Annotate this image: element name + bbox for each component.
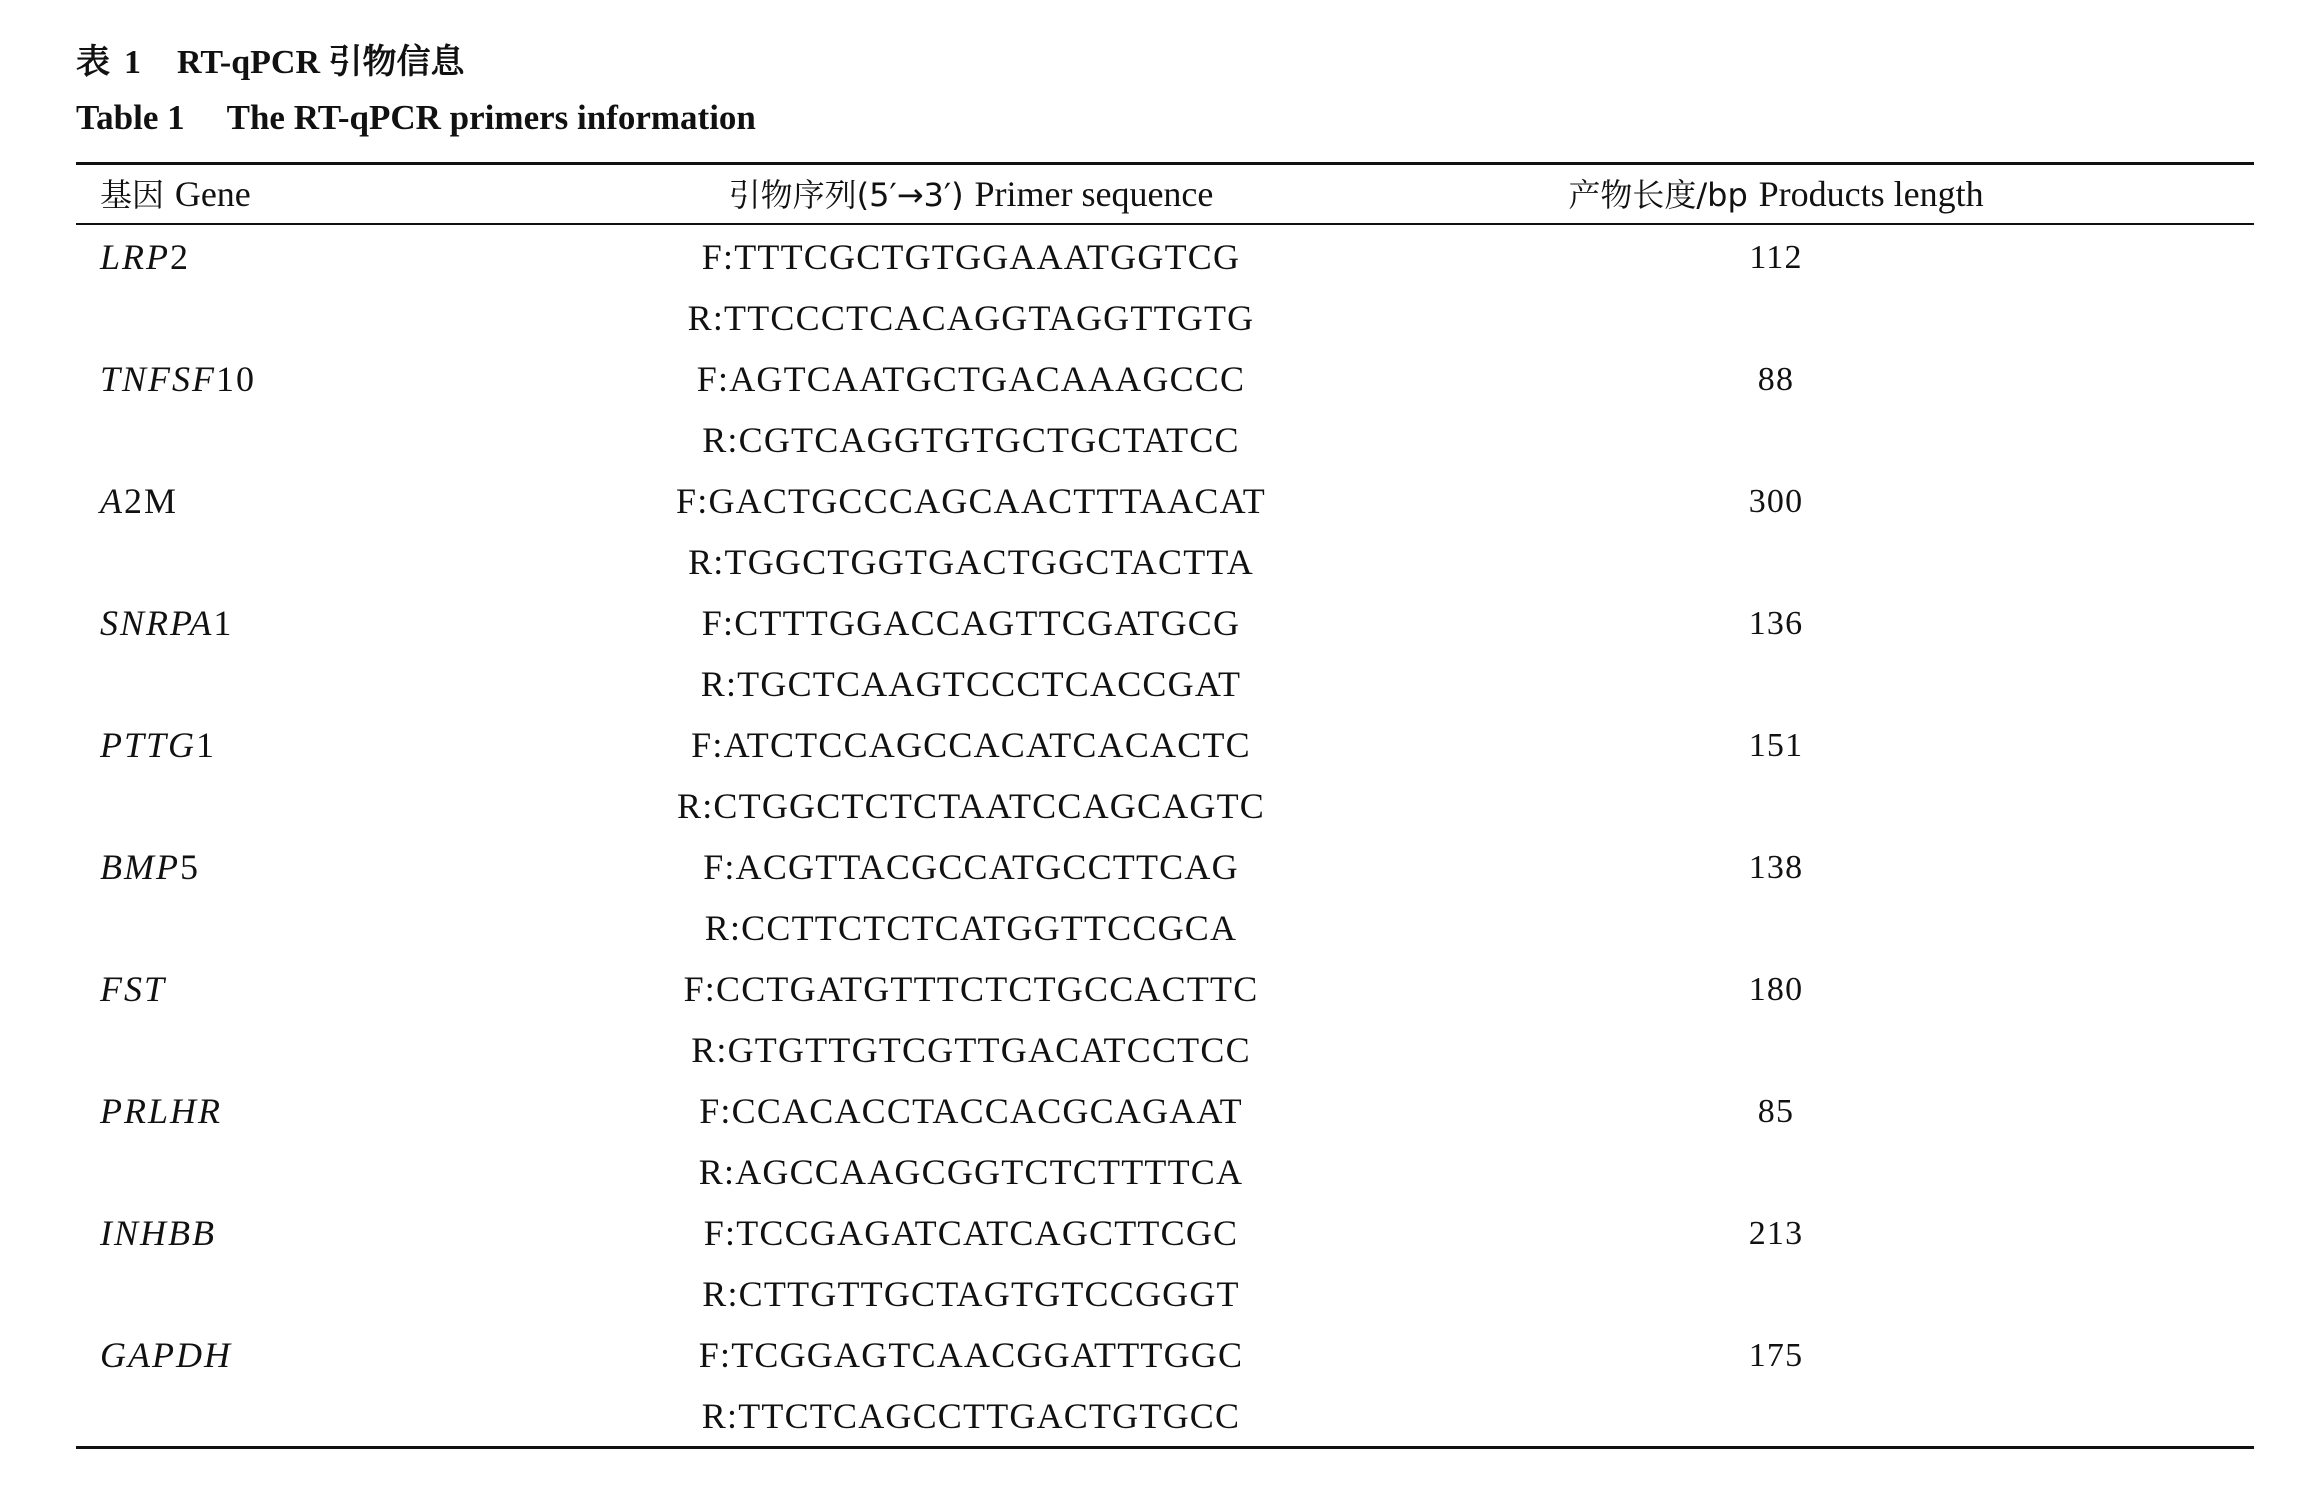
table-top-rule <box>76 162 2254 165</box>
gene-name-letters: PTTG <box>100 725 197 765</box>
gene-name-cell <box>100 349 256 410</box>
product-length-cell: 112 <box>1749 239 1803 276</box>
gene-name-digits: 2M <box>124 481 179 521</box>
caption-label-english: Table 1 <box>76 98 185 137</box>
gene-name-cell <box>100 1203 216 1264</box>
product-length-cell: 213 <box>1748 1215 1804 1252</box>
gene-name-cell <box>100 837 200 898</box>
forward-primer-cell: F:TCCGAGATCATCAGCTTCGC <box>703 1213 1239 1253</box>
gene-name-letters: TNFSF <box>100 359 217 399</box>
gene-name-digits: 1 <box>213 603 234 643</box>
forward-primer-cell: F:CCTGATGTTTCTCTGCCACTTC <box>683 969 1259 1009</box>
header-len-en: Products length <box>1758 174 1984 214</box>
reverse-primer-cell: R:GTGTTGTCGTTGACATCCTCC <box>691 1030 1251 1070</box>
header-products-length <box>1516 172 2036 216</box>
reverse-primer-cell: R:CTTGTTGCTAGTGTCCGGGT <box>702 1274 1240 1314</box>
table-row <box>76 593 2254 715</box>
table-row <box>76 715 2254 837</box>
gene-name-letters: PRLHR <box>100 1091 222 1131</box>
table-body <box>76 227 2254 1447</box>
header-seq-en: Primer sequence <box>974 174 1214 214</box>
gene-name-letters: SNRPA <box>100 603 214 643</box>
product-length-cell: 138 <box>1748 849 1804 886</box>
header-seq-cn: 引物序列(5′→3′) <box>728 176 964 214</box>
gene-name-letters: LRP <box>100 237 171 277</box>
forward-primer-cell: F:CCACACCTACCACGCAGAAT <box>699 1091 1243 1131</box>
table-row <box>76 349 2254 471</box>
reverse-primer-cell: R:TTCTCAGCCTTGACTGTGCC <box>701 1396 1241 1436</box>
table-row <box>76 1325 2254 1447</box>
forward-primer-cell: F:AGTCAATGCTGACAAAGCCC <box>696 359 1246 399</box>
header-gene-cn: 基因 <box>100 176 165 214</box>
reverse-primer-cell: R:TGGCTGGTGACTGGCTACTTA <box>688 542 1254 582</box>
table-caption-english <box>76 98 756 138</box>
gene-name-letters: BMP <box>100 847 180 887</box>
gene-name-digits: 1 <box>196 725 217 765</box>
product-length-cell: 151 <box>1748 727 1804 764</box>
caption-title-chinese: RT-qPCR 引物信息 <box>177 44 465 81</box>
table-bottom-rule <box>76 1446 2254 1449</box>
reverse-primer-cell: R:CCTTCTCTCATGGTTCCGCA <box>704 908 1238 948</box>
forward-primer-cell: F:GACTGCCCAGCAACTTTAACAT <box>676 481 1266 521</box>
product-length-cell: 300 <box>1748 483 1804 520</box>
forward-primer-cell: F:CTTTGGACCAGTTCGATGCG <box>701 603 1241 643</box>
gene-name-cell <box>100 959 166 1020</box>
header-gene <box>100 172 251 216</box>
gene-name-cell <box>100 1325 232 1386</box>
gene-name-cell <box>100 715 216 776</box>
table-row <box>76 1203 2254 1325</box>
table-row <box>76 227 2254 349</box>
table-header-rule <box>76 223 2254 225</box>
table-row <box>76 959 2254 1081</box>
product-length-cell: 85 <box>1757 1093 1795 1130</box>
reverse-primer-cell: R:CTGGCTCTCTAATCCAGCAGTC <box>677 786 1265 826</box>
product-length-cell: 88 <box>1757 361 1795 398</box>
table-row <box>76 471 2254 593</box>
table-row <box>76 1081 2254 1203</box>
forward-primer-cell: F:ACGTTACGCCATGCCTTCAG <box>703 847 1239 887</box>
gene-name-letters: A <box>100 481 124 521</box>
gene-name-letters: INHBB <box>100 1213 216 1253</box>
header-primer-sequence <box>591 172 1351 216</box>
forward-primer-cell: F:ATCTCCAGCCACATCACACTC <box>691 725 1251 765</box>
forward-primer-cell: F:TTTCGCTGTGGAAATGGTCG <box>701 237 1241 277</box>
caption-number: 1 <box>124 44 141 81</box>
gene-name-cell <box>100 593 233 654</box>
caption-title-english: The RT-qPCR primers information <box>226 98 756 137</box>
reverse-primer-cell: R:TGCTCAAGTCCCTCACCGAT <box>700 664 1242 704</box>
gene-name-cell <box>100 1081 222 1142</box>
header-len-cn: 产物长度/bp <box>1568 176 1748 214</box>
gene-name-digits: 2 <box>170 237 191 277</box>
table-row <box>76 837 2254 959</box>
reverse-primer-cell: R:TTCCCTCACAGGTAGGTTGTG <box>687 298 1255 338</box>
reverse-primer-cell: R:AGCCAAGCGGTCTCTTTTCA <box>698 1152 1244 1192</box>
gene-name-cell <box>100 227 190 288</box>
forward-primer-cell: F:TCGGAGTCAACGGATTTGGC <box>698 1335 1244 1375</box>
reverse-primer-cell: R:CGTCAGGTGTGCTGCTATCC <box>702 420 1240 460</box>
gene-name-digits: 5 <box>179 847 200 887</box>
gene-name-letters: FST <box>100 969 167 1009</box>
product-length-cell: 136 <box>1748 605 1804 642</box>
product-length-cell: 175 <box>1748 1337 1804 1374</box>
gene-name-digits: 10 <box>216 359 257 399</box>
product-length-cell: 180 <box>1748 971 1804 1008</box>
table-caption-chinese <box>76 34 465 83</box>
gene-name-cell <box>100 471 178 532</box>
gene-name-letters: GAPDH <box>100 1335 232 1375</box>
header-gene-en: Gene <box>174 174 251 214</box>
caption-prefix: 表 <box>76 42 110 82</box>
